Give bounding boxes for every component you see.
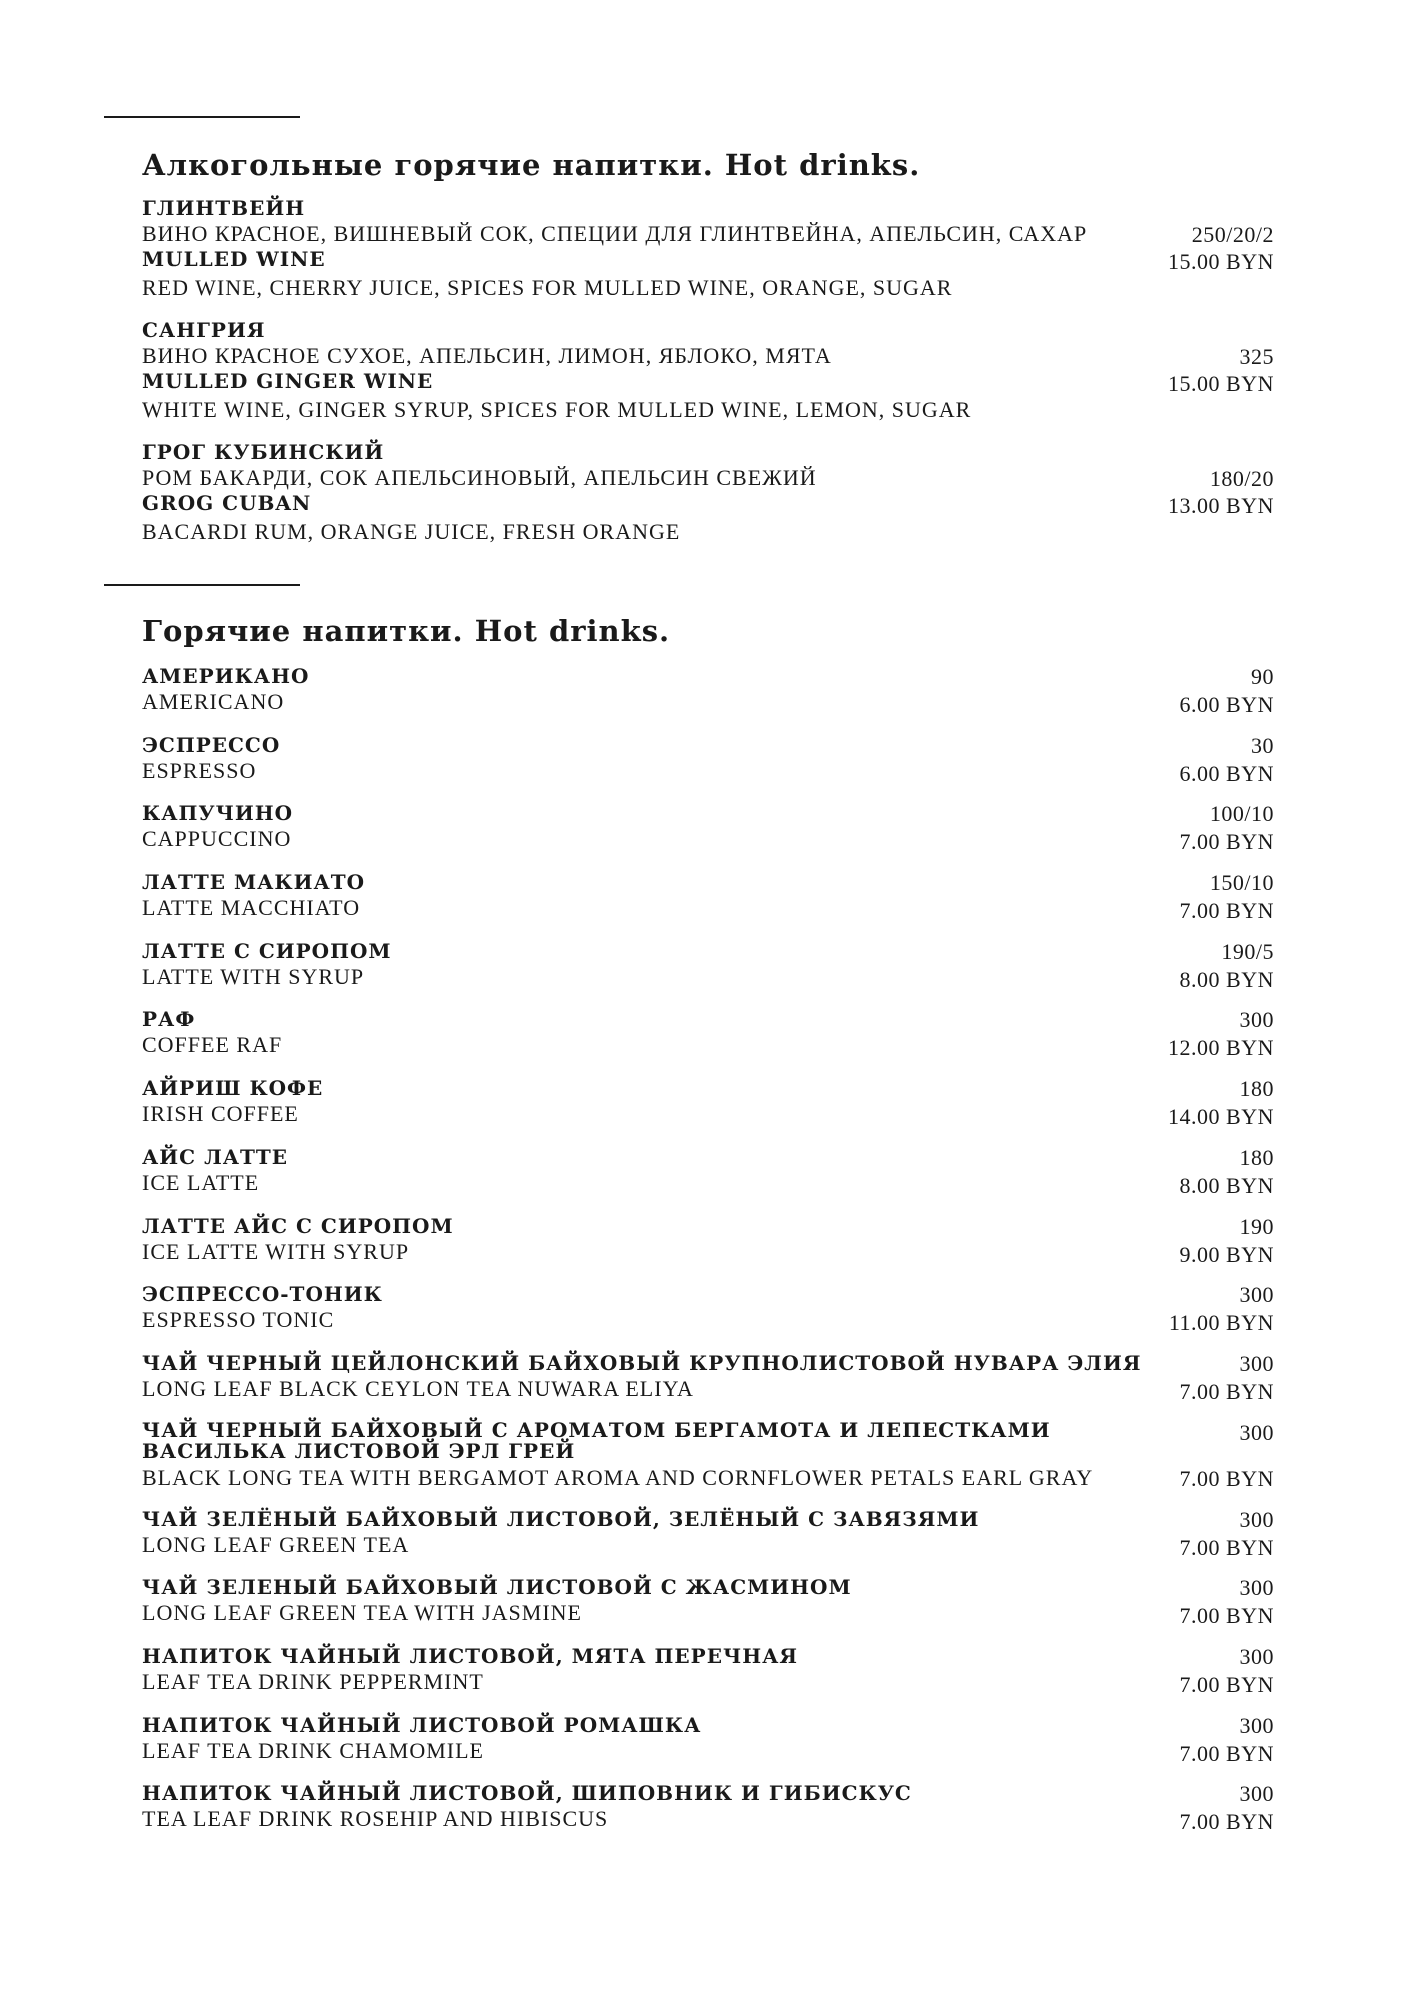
item-name-en: GROG CUBAN	[142, 491, 312, 515]
item-name-en: MULLED WINE	[142, 247, 326, 271]
item-description: COFFEE RAF	[142, 1032, 283, 1058]
item-price: 7.00 BYN	[1179, 829, 1274, 855]
item-description: TEA LEAF DRINK ROSEHIP AND HIBISCUS	[142, 1806, 609, 1832]
menu-item	[142, 1507, 1274, 1576]
item-portion: 300	[1239, 1007, 1274, 1033]
menu-item	[142, 1575, 1274, 1644]
item-description: CAPPUCCINO	[142, 826, 292, 852]
menu-item	[142, 870, 1274, 939]
item-price: 7.00 BYN	[1179, 1378, 1274, 1404]
menu-item	[142, 1007, 1274, 1076]
item-name: ЭСПРЕССО	[142, 732, 281, 757]
item-portion: 300	[1239, 1781, 1274, 1807]
item-portion: 300	[1239, 1506, 1274, 1532]
item-portion: 180/20	[1209, 466, 1274, 491]
item-name: ЧАЙ ЧЕРНЫЙ БАЙХОВЫЙ С АРОМАТОМ БЕРГАМОТА И ЛЕПЕСТКАМИ ВАСИЛЬКА ЛИСТОВОЙ ЭРЛ ГРЕЙ	[142, 1417, 1051, 1463]
menu-item	[142, 801, 1274, 870]
item-description: LATTE WITH SYRUP	[142, 963, 365, 989]
item-portion: 180	[1239, 1144, 1274, 1170]
item-description: IRISH COFFEE	[142, 1101, 299, 1127]
item-price: 7.00 BYN	[1179, 1740, 1274, 1766]
item-name: ЛАТТЕ АЙС С СИРОПОМ	[142, 1213, 454, 1238]
item-portion: 300	[1239, 1575, 1274, 1601]
menu-item	[142, 1214, 1274, 1283]
item-description: LONG LEAF BLACK CEYLON TEA NUWARA ELIYA	[142, 1375, 694, 1401]
item-portion: 90	[1251, 664, 1274, 689]
item-name: ЧАЙ ЗЕЛЁНЫЙ БАЙХОВЫЙ ЛИСТОВОЙ, ЗЕЛЁНЫЙ С ЗАВЯЗЯМИ	[142, 1506, 980, 1531]
item-description: LONG LEAF GREEN TEA WITH JASMINE	[142, 1600, 582, 1626]
item-name: ЭСПРЕССО-ТОНИК	[142, 1282, 383, 1307]
item-price: 7.00 BYN	[1179, 898, 1274, 924]
hot-items-list	[142, 664, 1274, 1850]
item-name: ЛАТТЕ МАКИАТО	[142, 870, 366, 895]
menu-item	[142, 1644, 1274, 1713]
item-portion: 300	[1239, 1282, 1274, 1308]
menu-item	[142, 1145, 1274, 1214]
item-portion: 190	[1239, 1213, 1274, 1239]
menu-item	[142, 1417, 1274, 1507]
item-price: 13.00 BYN	[1168, 493, 1274, 518]
item-description: BLACK LONG TEA WITH BERGAMOT AROMA AND CORNFLOWER PETALS EARL GRAY	[142, 1464, 1094, 1490]
menu-item	[142, 733, 1274, 802]
item-name: НАПИТОК ЧАЙНЫЙ ЛИСТОВОЙ, МЯТА ПЕРЕЧНАЯ	[142, 1643, 799, 1668]
item-name: АМЕРИКАНО	[142, 664, 310, 688]
item-name: АЙРИШ КОФЕ	[142, 1076, 324, 1101]
item-portion: 190/5	[1221, 938, 1274, 964]
item-description-en: RED WINE, CHERRY JUICE, SPICES FOR MULLED WINE, ORANGE, SUGAR	[142, 275, 953, 300]
section-title: Алкогольные горячие напитки. Hot drinks.	[142, 148, 921, 182]
menu-item	[142, 939, 1274, 1008]
section-title: Горячие напитки. Hot drinks.	[142, 614, 671, 648]
menu-item	[142, 318, 1274, 440]
item-price: 8.00 BYN	[1179, 966, 1274, 992]
item-description-ru: ВИНО КРАСНОЕ, ВИШНЕВЫЙ СОК, СПЕЦИИ ДЛЯ ГЛИНТВЕЙНА, АПЕЛЬСИН, САХАР	[142, 221, 1088, 246]
item-price: 8.00 BYN	[1179, 1172, 1274, 1198]
item-name: НАПИТОК ЧАЙНЫЙ ЛИСТОВОЙ, ШИПОВНИК И ГИБИСКУС	[142, 1781, 912, 1806]
item-description: LEAF TEA DRINK PEPPERMINT	[142, 1668, 484, 1694]
item-price: 7.00 BYN	[1179, 1603, 1274, 1629]
menu-item	[142, 196, 1274, 318]
item-description-ru: ВИНО КРАСНОЕ СУХОЕ, АПЕЛЬСИН, ЛИМОН, ЯБЛОКО, МЯТА	[142, 343, 832, 368]
item-name: ЧАЙ ЧЕРНЫЙ ЦЕЙЛОНСКИЙ БАЙХОВЫЙ КРУПНОЛИСТОВОЙ НУВАРА ЭЛИЯ	[142, 1350, 1142, 1375]
item-price: 7.00 BYN	[1179, 1534, 1274, 1560]
item-portion: 300	[1239, 1350, 1274, 1376]
menu-item	[142, 1713, 1274, 1782]
alcoholic-items-list	[142, 196, 1274, 562]
item-price: 14.00 BYN	[1168, 1104, 1274, 1130]
item-name-ru: ГРОГ КУБИНСКИЙ	[142, 440, 385, 464]
menu-item	[142, 1781, 1274, 1850]
item-name-ru: САНГРИЯ	[142, 318, 266, 342]
menu-item	[142, 1282, 1274, 1351]
item-portion: 150/10	[1209, 870, 1274, 896]
item-description-en: WHITE WINE, GINGER SYRUP, SPICES FOR MULLED WINE, LEMON, SUGAR	[142, 397, 972, 422]
item-portion: 300	[1239, 1419, 1274, 1445]
item-description: AMERICANO	[142, 689, 285, 714]
item-price: 7.00 BYN	[1179, 1671, 1274, 1697]
item-description: LONG LEAF GREEN TEA	[142, 1531, 410, 1557]
item-portion: 300	[1239, 1643, 1274, 1669]
item-description-ru: РОМ БАКАРДИ, СОК АПЕЛЬСИНОВЫЙ, АПЕЛЬСИН СВЕЖИЙ	[142, 465, 817, 490]
item-portion: 180	[1239, 1076, 1274, 1102]
item-name: РАФ	[142, 1007, 196, 1032]
item-name: ЛАТТЕ С СИРОПОМ	[142, 938, 392, 963]
item-description: ESPRESSO	[142, 757, 257, 783]
item-description: ICE LATTE WITH SYRUP	[142, 1238, 410, 1264]
item-portion: 325	[1239, 344, 1274, 369]
section-divider	[104, 116, 300, 118]
item-description: ESPRESSO TONIC	[142, 1307, 335, 1333]
item-price: 9.00 BYN	[1179, 1241, 1274, 1267]
menu-item	[142, 664, 1274, 733]
item-description: LEAF TEA DRINK CHAMOMILE	[142, 1737, 484, 1763]
item-price: 15.00 BYN	[1168, 371, 1274, 396]
item-price: 7.00 BYN	[1179, 1465, 1274, 1491]
item-description: LATTE MACCHIATO	[142, 895, 361, 921]
item-price: 15.00 BYN	[1168, 249, 1274, 274]
item-price: 6.00 BYN	[1179, 692, 1274, 717]
item-price: 12.00 BYN	[1168, 1035, 1274, 1061]
menu-item	[142, 1351, 1274, 1420]
item-name: КАПУЧИНО	[142, 801, 294, 826]
item-price: 7.00 BYN	[1179, 1809, 1274, 1835]
item-description: ICE LATTE	[142, 1169, 260, 1195]
item-name-en: MULLED GINGER WINE	[142, 369, 434, 393]
item-price: 11.00 BYN	[1168, 1310, 1274, 1336]
menu-item	[142, 440, 1274, 562]
item-portion: 250/20/2	[1191, 222, 1274, 247]
menu-item	[142, 1076, 1274, 1145]
item-name: ЧАЙ ЗЕЛЕНЫЙ БАЙХОВЫЙ ЛИСТОВОЙ С ЖАСМИНОМ	[142, 1575, 852, 1600]
item-portion: 300	[1239, 1712, 1274, 1738]
item-description-en: BACARDI RUM, ORANGE JUICE, FRESH ORANGE	[142, 519, 681, 544]
item-portion: 100/10	[1209, 801, 1274, 827]
item-portion: 30	[1251, 732, 1274, 758]
item-name: НАПИТОК ЧАЙНЫЙ ЛИСТОВОЙ РОМАШКА	[142, 1712, 702, 1737]
section-divider	[104, 584, 300, 586]
item-name-ru: ГЛИНТВЕЙН	[142, 196, 306, 220]
item-name: АЙС ЛАТТЕ	[142, 1144, 289, 1169]
item-price: 6.00 BYN	[1179, 760, 1274, 786]
